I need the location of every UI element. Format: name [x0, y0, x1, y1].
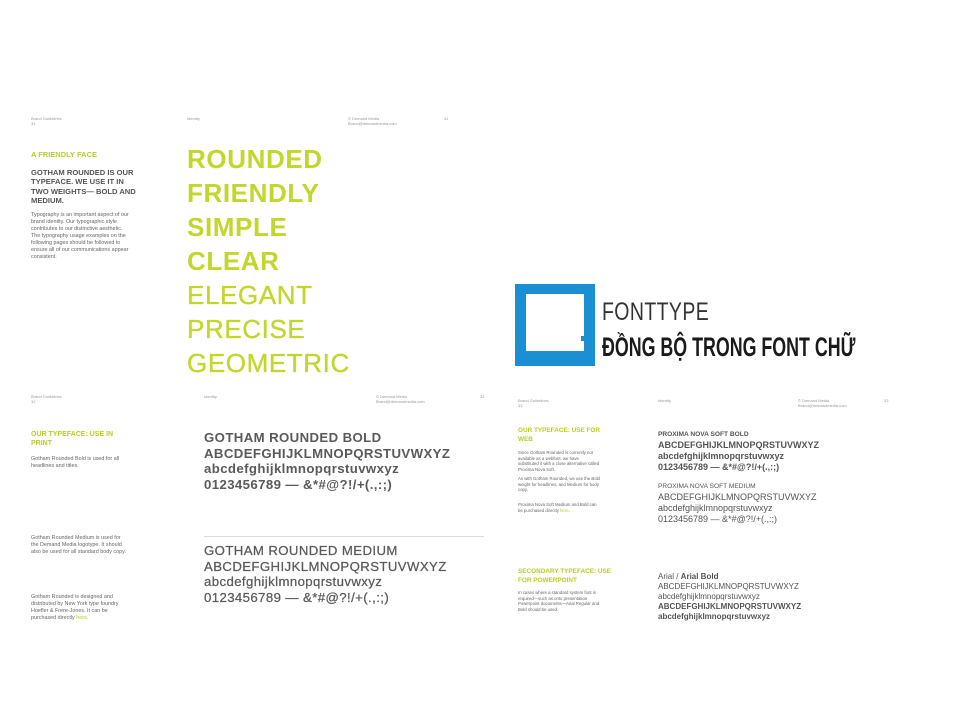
- arial-label: Arial / Arial Bold: [658, 572, 719, 581]
- word-simple: SIMPLE: [187, 212, 288, 242]
- square-bracket-logo-icon: [526, 294, 584, 351]
- lead-text: GOTHAM ROUNDED IS OUR TYPEFACE. WE USE IT IN TWO WEIGHTS— BOLD AND MEDIUM.: [31, 168, 136, 206]
- page-header-mid: Identity: [204, 394, 217, 399]
- overlay-title: FONTTYPE: [602, 298, 710, 326]
- specimen-proxima-medium: PROXIMA NOVA SOFT MEDIUM ABCDEFGHIJKLMNOPQRSTUVWXYZ abcdefghijklmnopqrstuvwxyz 0123456789 — &*#@?!/+(.,:;): [658, 483, 817, 524]
- descriptor-word-list: [187, 142, 350, 380]
- purchase-link[interactable]: here: [76, 615, 88, 621]
- page-header-mid: Identity: [187, 116, 200, 121]
- section-title: A FRIENDLY FACE: [31, 150, 97, 159]
- web-note-3: Proxima Nova Soft Medium and Bold can be purchased directly here.: [518, 502, 597, 513]
- specimen-arial: Arial / Arial Bold ABCDEFGHIJKLMNOPQRSTUVWXYZ abcdefghijklmnopqrstuvwxyz ABCDEFGHIJKLMNOPQRSTUVWXYZ abcdefghijklmnopqrstuvwxyz: [658, 572, 802, 621]
- page-number: 32: [480, 394, 485, 399]
- page-header-left: Brand Guidelines 31: [31, 116, 62, 126]
- page-header-mid: Identity: [658, 398, 671, 403]
- page-header-right: © Demand Media Brand@demandmedia.com: [376, 394, 425, 404]
- note-foundry: Gotham Rounded is designed and distributed by New York type foundry Hoefler & Frere-Jones. It can be purchased directly here.: [31, 594, 119, 621]
- page-header-right: © Demand Media Brand@demandmedia.com: [348, 116, 397, 126]
- page-header-left: Brand Guidelines 32: [31, 394, 62, 404]
- fonttype-logo: [515, 284, 595, 366]
- specimen-gotham-bold: GOTHAM ROUNDED BOLD ABCDEFGHIJKLMNOPQRSTUVWXYZ abcdefghijklmnopqrstuvwxyz 0123456789 — &*#@?!/+(.,:;): [204, 430, 451, 492]
- purchase-link[interactable]: here: [560, 507, 569, 513]
- page-number: 33: [884, 398, 889, 403]
- word-geometric: GEOMETRIC: [187, 348, 350, 378]
- word-friendly: FRIENDLY: [187, 178, 320, 208]
- web-note-2: As with Gotham Rounded, we use the Bold weight for headlines, and Medium for body copy.: [518, 476, 600, 493]
- body-text: Typography is an important aspect of our brand identity. Our typographic style contributes to our distinctive aesthetic. The typography usage examples on the following pages should be followed to ensure all of our communications appear consistent.: [31, 212, 129, 260]
- note-bold: Gotham Rounded Bold is used for all headlines and titles.: [31, 456, 120, 469]
- word-clear: CLEAR: [187, 246, 280, 276]
- section-title-secondary: SECONDARY TYPEFACE: USE FOR POWERPOINT: [518, 568, 612, 584]
- divider: [204, 536, 484, 537]
- page-header-right: © Demand Media Brand@demandmedia.com: [798, 398, 847, 408]
- section-title: OUR TYPEFACE: USE FOR WEB: [518, 427, 601, 443]
- overlay-subtitle: ĐỒNG BỘ TRONG FONT CHỮ: [602, 332, 856, 362]
- page-header-left: Brand Guidelines 33: [518, 398, 549, 408]
- section-title: OUR TYPEFACE: USE IN PRINT: [31, 431, 114, 447]
- specimen-gotham-medium: GOTHAM ROUNDED MEDIUM ABCDEFGHIJKLMNOPQRSTUVWXYZ abcdefghijklmnopqrstuvwxyz 0123456789 — &*#@?!/+(.,:;): [204, 543, 447, 605]
- word-precise: PRECISE: [187, 314, 306, 344]
- page-number: 31: [444, 116, 449, 121]
- word-rounded: ROUNDED: [187, 144, 323, 174]
- ppt-note: In cases where a standard system font is required—such as onto presentation Powerpoint documents—Arial Regular and Bold should be used.: [518, 590, 600, 612]
- note-medium: Gotham Rounded Medium is used for the Demand Media logotype. It should also be used for all standard body copy.: [31, 535, 126, 555]
- word-elegant: ELEGANT: [187, 280, 313, 310]
- specimen-proxima-bold: PROXIMA NOVA SOFT BOLD ABCDEFGHIJKLMNOPQRSTUVWXYZ abcdefghijklmnopqrstuvwxyz 0123456789 — &*#@?!/+(.,:;): [658, 431, 820, 472]
- web-note-1: Since Gotham Rounded is currently not available as a webfont, we have substituted it with a close alternative called Proxima Nova Soft.: [518, 450, 600, 472]
